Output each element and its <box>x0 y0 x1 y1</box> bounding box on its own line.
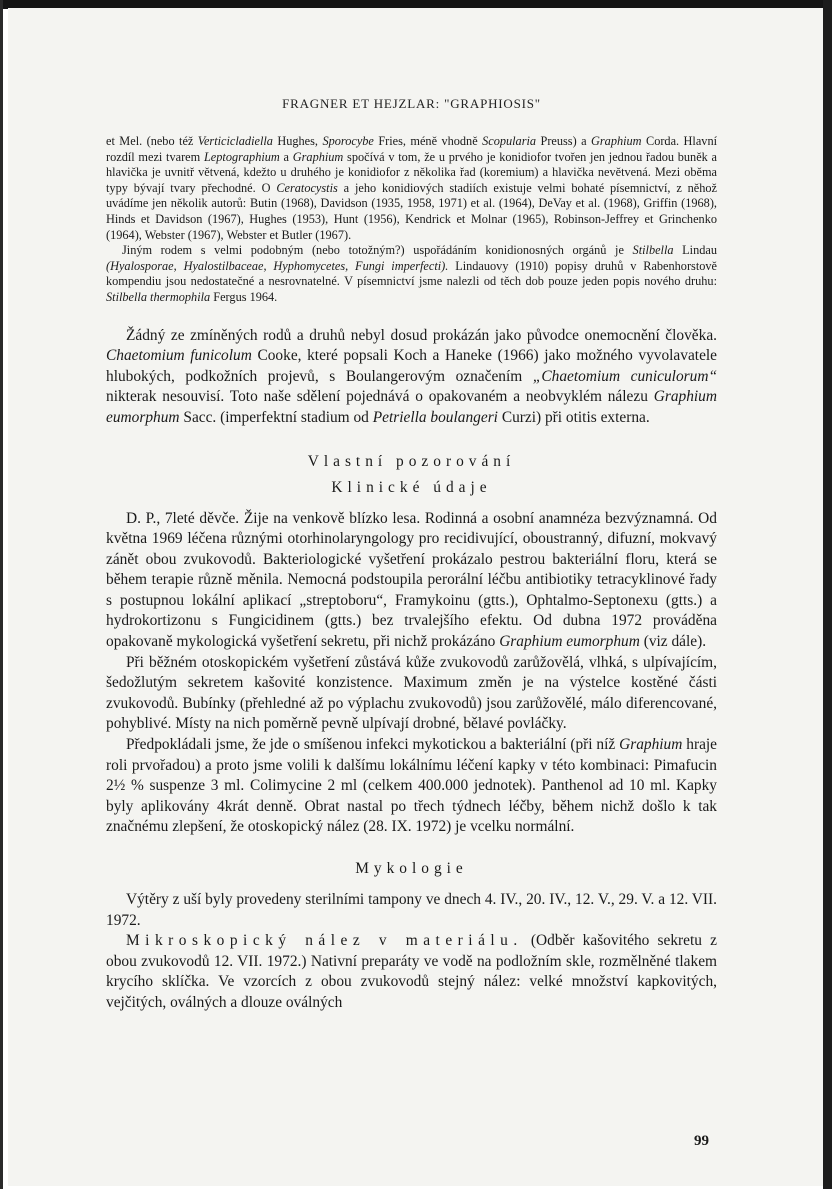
text: Cooke, které popsali Koch a Haneke (1966) jako možného vyvolavatele hlubokých, podkožních projevů, s Boulangerovým označením <box>106 347 718 385</box>
text: a jeho konidiových stadiích existuje velmi bohaté písemnictví, z něhož uvádíme jen několik autorů: Butin (1968), Davidson (1935, 1958, 1971) et al. (1964), DeVay et al. (1968), Griffin (1968), Hinds et Davidson (1967), Hughes (1953), Hunt (1956), Kendrick et Molnar (1965), Robinson-Jeffrey et Grinchenko (1964), Webster (1967), Webster et Butler (1967). <box>106 180 717 242</box>
scan-border-right <box>823 0 832 1189</box>
text: Curzi) při otitis externa. <box>497 408 650 426</box>
text: Fergus 1964. <box>210 289 278 304</box>
subsection-heading: Klinické údaje <box>331 478 492 496</box>
text: hraje roli prvořadou) a proto jsme volili k dalšímu lokálnímu léčení kapky v této kombinaci: Pimafucin 2½ % suspenze 3 ml. Colimycine 2 ml (celkem 400.000 jednotek). Panthenol ad 10 ml. Kapky byly aplikovány 4krát denně. Obrat nastal po třech týdnech léčby, během nichž došlo k tak značnému zlepšení, že otoskopický nález (28. IX. 1972) je vcelku normální. <box>106 736 718 836</box>
text: D. P., 7leté děvče. Žije na venkově blízko lesa. Rodinná a osobní anamnéza bezvýznamná. Od května 1969 léčena různými otorhinolaryngology pro recidivující, oboustranný, difuzní, mokvavý zánět obou zvukovodů. Bakteriologické vyšetření prokázalo pestrou bakteriální floru, která se během terapie různě měnila. Nemocná podstoupila perorální léčbu antibiotiky tetracyklinové řady s postupnou lokální aplikací „streptoboru“, Framykoinu (gtts.), Ophtalmo-Septonexu (gtts.) a hydrokortizonu s Fungicidinem (gtts.) bez trvalejšího efektu. Od dubna 1972 prováděna opakovaně mykologická vyšetření sekretu, při nichž prokázáno <box>106 509 717 651</box>
text: Sacc. (imperfektní stadium od <box>179 408 373 426</box>
text: (viz dále). <box>639 633 707 651</box>
text: a <box>279 149 293 164</box>
species-name: Graphium eumorphum <box>106 388 717 426</box>
species-name: „Chaetomium cuniculorum“ <box>532 367 718 385</box>
section-heading: Vlastní pozorování <box>307 452 516 470</box>
taxonomy: (Hyalosporae, Hyalostilbaceae, Hyphomycetes, Fungi imperfecti). <box>106 258 449 273</box>
spaced-heading: Mikroskopický nález v materiálu. <box>126 932 523 950</box>
genus-name: Leptographium <box>203 149 280 164</box>
genus-name: Ceratocystis <box>276 180 338 195</box>
body-paragraph-6 <box>106 931 717 1013</box>
paper-page <box>8 8 823 1186</box>
body-paragraph-1 <box>106 326 717 429</box>
body-block-1 <box>106 326 717 429</box>
running-head: FRAGNER ET HEJZLAR: "GRAPHIOSIS" <box>282 96 541 111</box>
genus-name: Graphium <box>591 134 642 148</box>
small-paragraph-1 <box>106 134 717 243</box>
text: Hughes, <box>272 134 323 148</box>
text: Lindauovy (1910) popisy druhů v Rabenhorstově kompendiu jsou nedostatečné a nesrovnatelné. V písemnictví jsme nalezli od těch dob pouze jeden popis nového druhu: <box>106 258 718 289</box>
body-block-2 <box>106 509 717 839</box>
text: (Odběr kašovitého sekretu z obou zvukovodů 12. VII. 1972.) Nativní preparáty ve vodě na podložním skle, rozmělněné tlakem krycího sklíčka. Ve vzorcích z obou zvukovodů stejný nález: velké množství kapkovitých, vejčitých, oválných a dlouze oválných <box>106 932 717 1011</box>
species-name: Stilbella thermophila <box>106 289 211 304</box>
body-paragraph-2 <box>106 509 717 653</box>
genus-name: Verticicladiella <box>197 134 273 148</box>
genus-name: Graphium <box>292 149 344 164</box>
genus-name: Graphium <box>619 736 683 754</box>
genus-name: Stilbella <box>632 243 674 258</box>
text: Žádný ze zmíněných rodů a druhů nebyl dosud prokázán jako původce onemocnění člověka. <box>126 326 717 344</box>
species-name: Chaetomium funicolum <box>106 347 252 365</box>
section-heading-mykologie: Mykologie <box>355 860 468 877</box>
scan-border-left <box>0 0 3 1189</box>
genus-name: Sporocybe <box>322 134 374 148</box>
species-name: Graphium eumorphum <box>499 633 640 651</box>
text: Preuss) a <box>536 134 591 148</box>
text: nikterak nesouvisí. Toto naše sdělení pojednává o opakovaném a neobvyklém nálezu <box>106 388 654 406</box>
small-print-block <box>106 134 717 306</box>
genus-name: Scopularia <box>482 134 537 148</box>
text: Předpokládali jsme, že jde o smíšenou infekci mykotickou a bakteriální (při níž <box>126 736 620 754</box>
page-content <box>106 96 717 1014</box>
text: Lindau <box>673 243 717 258</box>
small-paragraph-2 <box>106 243 717 305</box>
body-block-3 <box>106 890 717 1014</box>
body-paragraph-4 <box>106 735 717 838</box>
text: Jiným rodem s velmi podobným (nebo totožným?) uspořádáním konidionosných orgánů je <box>122 243 633 258</box>
body-paragraph-3: Při běžném otoskopickém vyšetření zůstává kůže zvukovodů zarůžovělá, vlhká, s ulpívajícím, šedožlutým sekretem kašovité konzistence. Maximum změn je na výstelce kostěné části zvukovodů. Bubínky (přehledné až po výplachu zvukovodů) jsou zarůžovělé, málo diferencované, pohyblivé. Místy na nich poměrně pevně ulpívají drobné, bělavé povláčky. <box>106 653 717 733</box>
text: Fries, méně vhodně <box>373 134 483 148</box>
text: Corda. Hlavní rozdíl mezi tvarem <box>106 134 718 164</box>
page-number: 99 <box>694 1133 709 1149</box>
text: spočívá v tom, že u prvého je konidiofor tvořen jen jednou řadou buněk a hlavička je uvnitř větvená, kdežto u druhého je konidiofor z několika řad (koremium) a hlavička nevětvená. Mezi oběma typy bývají tvary přechodné. O <box>106 149 718 195</box>
body-paragraph-5: Výtěry z uší byly provedeny sterilními tampony ve dnech 4. IV., 20. IV., 12. V., 29. V. a 12. VII. 1972. <box>106 891 717 929</box>
species-name: Petriella boulangeri <box>372 408 498 426</box>
text: et Mel. (nebo též <box>106 134 198 148</box>
